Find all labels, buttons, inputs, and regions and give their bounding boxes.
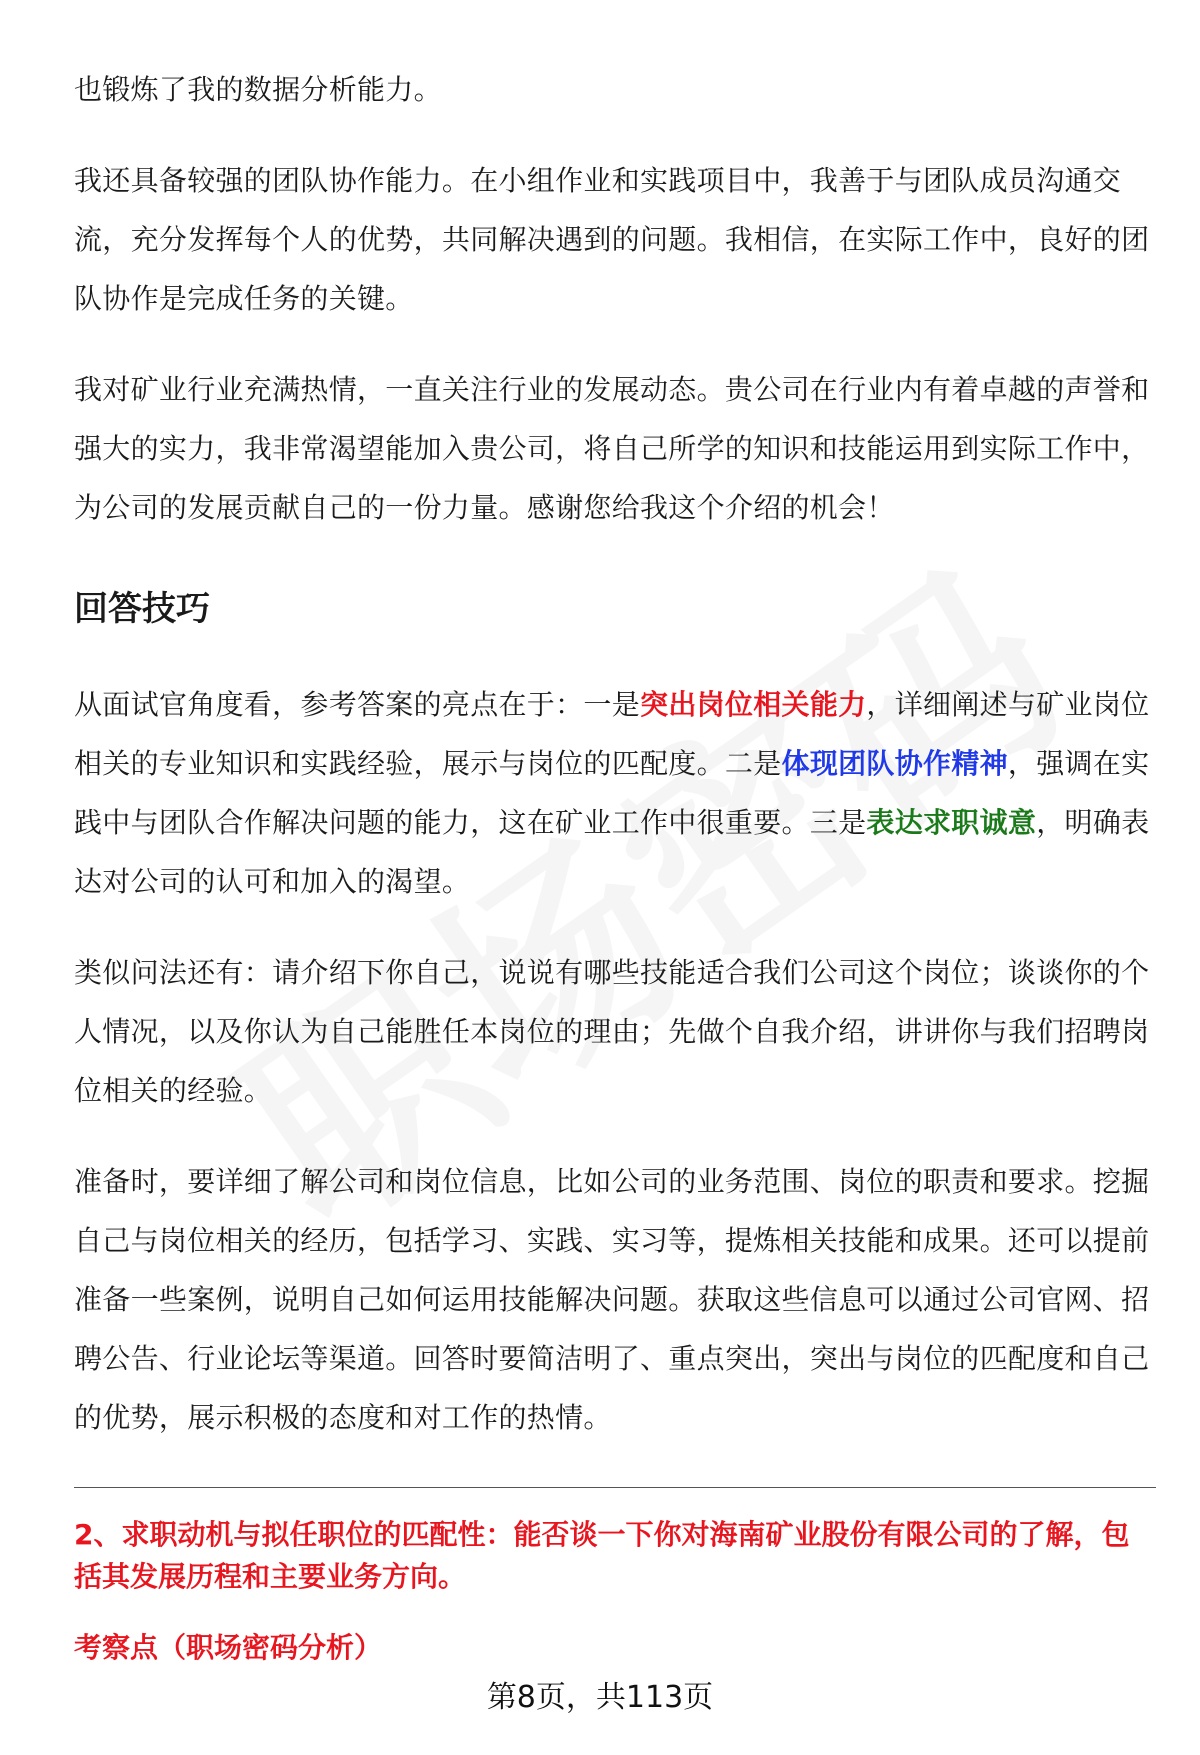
analysis-subheading: 考察点（职场密码分析） — [74, 1631, 383, 1664]
tips-text-4: ，明确表达对公司的认可和加入的渴望。 — [74, 806, 1150, 898]
paragraph-2: 我还具备较强的团队协作能力。在小组作业和实践项目中，我善于与团队成员沟通交流，充分发挥每个人的优势，共同解决遇到的问题。我相信，在实际工作中，良好的团队协作是完成任务的关键。 — [74, 164, 1150, 315]
highlight-red: 突出岗位相关能力 — [640, 688, 867, 721]
tips-text-2: ，详细阐述与矿业岗位相关的专业知识和实践经验，展示与岗位的匹配度。二是 — [74, 688, 1150, 780]
paragraph-3: 我对矿业行业充满热情，一直关注行业的发展动态。贵公司在行业内有着卓越的声誉和强大的实力，我非常渴望能加入贵公司，将自己所学的知识和技能运用到实际工作中，为公司的发展贡献自己的一份力量。感谢您给我这个介绍的机会！ — [74, 373, 1150, 524]
section-heading: 回答技巧 — [74, 589, 210, 629]
page-number: 第8页，共113页 — [486, 1680, 714, 1715]
paragraph-preparation: 准备时，要详细了解公司和岗位信息，比如公司的业务范围、岗位的职责和要求。挖掘自己与岗位相关的经历，包括学习、实践、实习等，提炼相关技能和成果。还可以提前准备一些案例，说明自己如何运用技能解决问题。获取这些信息可以通过公司官网、招聘公告、行业论坛等渠道。回答时要简洁明了、重点突出，突出与岗位的匹配度和自己的优势，展示积极的态度和对工作的热情。 — [74, 1165, 1150, 1434]
tips-text-1: 从面试官角度看，参考答案的亮点在于：一是 — [74, 688, 641, 721]
document-page — [74, 60, 1156, 1668]
question-title: 2、求职动机与拟任职位的匹配性：能否谈一下你对海南矿业股份有限公司的了解，包括其发展历程和主要业务方向。 — [74, 1518, 1130, 1593]
tips-paragraph — [74, 675, 1156, 911]
highlight-green: 表达求职诚意 — [866, 806, 1037, 839]
tips-text-3: ，强调在实践中与团队合作解决问题的能力，这在矿业工作中很重要。三是 — [74, 747, 1150, 839]
paragraph-1: 也锻炼了我的数据分析能力。 — [74, 73, 442, 106]
divider — [74, 1487, 1156, 1488]
highlight-blue: 体现团队协作精神 — [781, 747, 1008, 780]
paragraph-similar-questions: 类似问法还有：请介绍下你自己，说说有哪些技能适合我们公司这个岗位；谈谈你的个人情况，以及你认为自己能胜任本岗位的理由；先做个自我介绍，讲讲你与我们招聘岗位相关的经验。 — [74, 956, 1150, 1107]
